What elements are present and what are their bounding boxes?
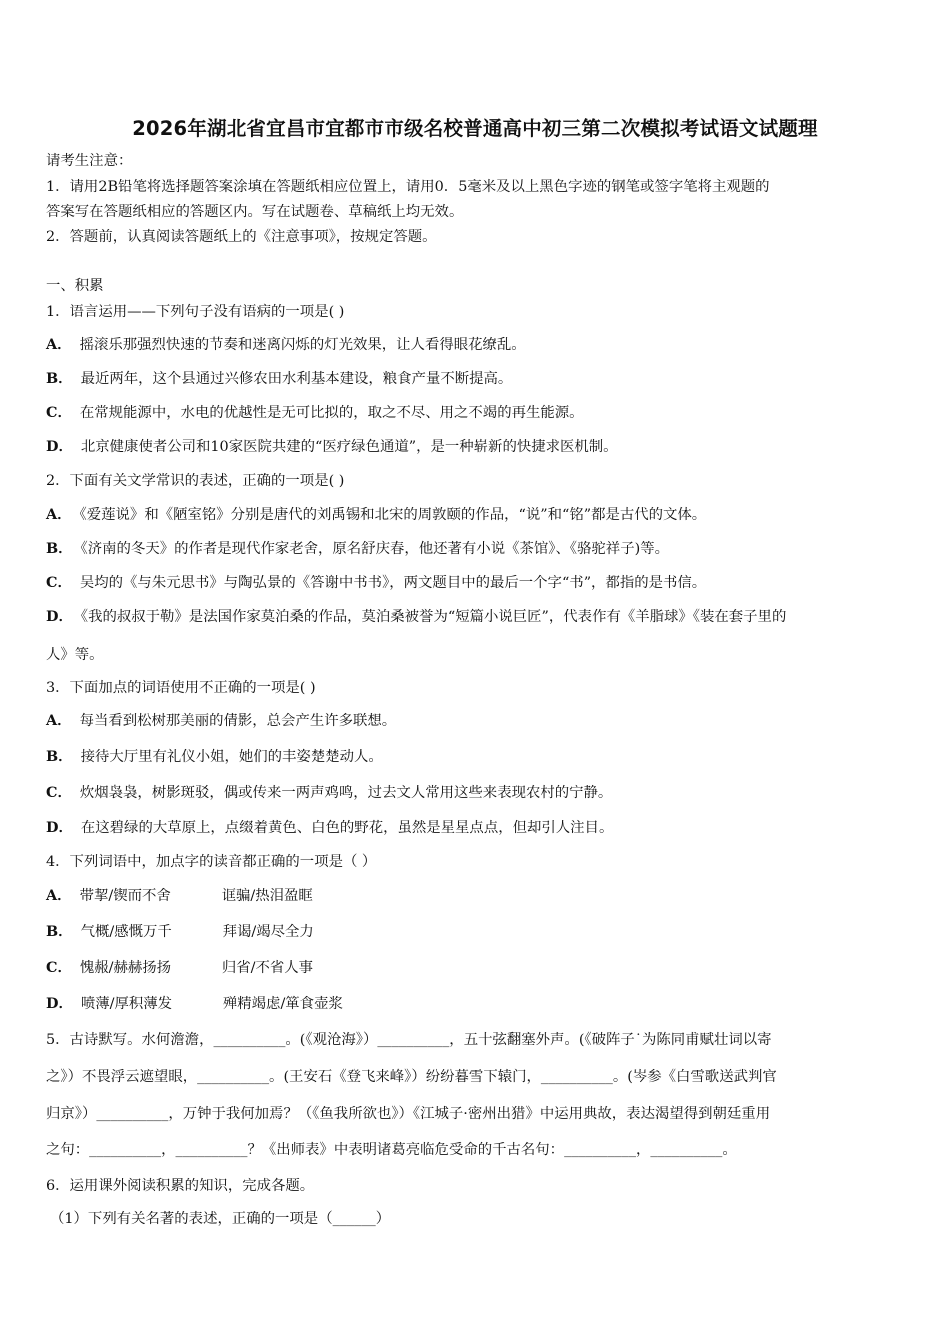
page-title: 2026年湖北省宜昌市宜都市市级名校普通高中初三第二次模拟考试语文试题理 [132,117,818,140]
option-label: B． [46,370,73,387]
option-word-2: 拜谒/竭尽全力 [222,924,314,940]
notice-line-3: 2．答题前，认真阅读答题纸上的《注意事项》，按规定答题。 [46,229,437,245]
option-text: 吴均的《与朱元思书》与陶弘景的《答谢中书书》，两文题目中的最后一个字“书”，都指的是书信。 [79,575,707,591]
option-word-1: 喷薄/厚积薄发 [80,996,173,1012]
option-word-2: 诓骗/热泪盈眶 [221,888,313,904]
notice-line-2: 答案写在答题纸相应的答题区内。写在试题卷、草稿纸上均无效。 [46,204,464,220]
question-4-stem: 4．下列词语中，加点字的读音都正确的一项是（ ） [46,854,377,870]
q6-sub-question-1: （1）下列有关名著的表述，正确的一项是（______） [50,1211,391,1227]
q3-option-c [46,783,612,803]
option-text: 每当看到松树那美丽的倩影，总会产生许多联想。 [79,713,397,729]
q1-option-c [46,403,584,423]
option-label: D． [46,819,73,836]
q1-option-b [46,369,512,389]
q5-line-1: 5．古诗默写。水何澹澹，__________。(《观沧海》）__________，五十弦翻塞外声。(《破阵子˙为陈同甫赋壮词以寄 [46,1032,772,1048]
option-word-2: 归省/不省人事 [221,960,314,976]
option-text: 接待大厅里有礼仪小姐，她们的丰姿楚楚动人。 [80,749,383,765]
q3-option-b [46,747,383,767]
q3-option-d [46,818,613,838]
question-2-stem: 2．下面有关文学常识的表述，正确的一项是( ) [46,473,345,489]
option-label: C． [46,784,72,801]
q5-line-2: 之》）不畏浮云遮望眼，__________。(王安石《登飞来峰》）纷纷暮雪下辕门，__________。(岑参《白雪歌送武判官 [46,1069,777,1085]
option-word-2: 殚精竭虑/箪食壶浆 [222,996,343,1012]
option-label: B． [46,748,73,765]
option-text: 最近两年，这个县通过兴修农田水利基本建设，粮食产量不断提高。 [80,371,513,387]
q2-option-d [46,607,786,627]
q4-option-b [46,922,314,942]
option-text: 《我的叔叔于勒》是法国作家莫泊桑的作品，莫泊桑被誉为“短篇小说巨匠”，代表作有《羊脂球》《装在套子里的 [80,609,787,625]
option-label: C． [46,574,72,591]
q1-option-d [46,437,618,457]
option-text: 在常规能源中，水电的优越性是无可比拟的，取之不尽、用之不竭的再生能源。 [79,405,584,421]
option-text: 摇滚乐那强烈快速的节奏和迷离闪烁的灯光效果，让人看得眼花缭乱。 [79,337,526,353]
option-label: B． [46,540,73,557]
option-label: A． [46,887,72,904]
option-label: D． [46,608,73,625]
option-text: 《爱莲说》和《陋室铭》分别是唐代的刘禹锡和北宋的周敦颐的作品，“说”和“铭”都是古代的文体。 [79,507,707,523]
q4-option-c [46,958,313,978]
option-label: A． [46,336,72,353]
q5-line-4: 之句：__________，__________？《出师表》中表明诸葛亮临危受命的千古名句：__________，__________。 [46,1142,737,1158]
q2-option-d-continued: 人》等。 [46,647,104,663]
section-heading: 一、积累 [46,278,104,294]
q4-option-a [46,886,313,906]
question-1-stem: 1．语言运用——下列句子没有语病的一项是( ) [46,304,345,320]
option-text: 北京健康使者公司和10家医院共建的“医疗绿色通道”，是一种崭新的快捷求医机制。 [80,439,618,455]
q2-option-a [46,505,706,525]
option-label: C． [46,404,72,421]
question-6-stem: 6．运用课外阅读积累的知识，完成各题。 [46,1178,315,1194]
option-label: C． [46,959,72,976]
option-label: A． [46,712,72,729]
q1-option-a [46,335,526,355]
option-word-1: 愧赧/赫赫扬扬 [79,960,172,976]
notice-heading: 请考生注意： [46,153,133,169]
option-label: D． [46,995,73,1012]
option-text: 炊烟袅袅，树影斑驳，偶或传来一两声鸡鸣，过去文人常用这些来表现农村的宁静。 [79,785,613,801]
option-label: A． [46,506,72,523]
option-label: B． [46,923,73,940]
question-3-stem: 3．下面加点的词语使用不正确的一项是( ) [46,680,316,696]
q2-option-b [46,539,669,559]
option-word-1: 带挈/锲而不舍 [79,888,171,904]
q2-option-c [46,573,706,593]
option-text: 在这碧绿的大草原上，点缀着黄色、白色的野花，虽然是星星点点，但却引人注目。 [80,820,614,836]
q3-option-a [46,711,396,731]
option-word-1: 气概/感慨万千 [80,924,172,940]
notice-line-1: 1．请用2B铅笔将选择题答案涂填在答题纸相应位置上，请用0．5毫米及以上黑色字迹的钢笔或签字笔将主观题的 [46,179,770,195]
option-text: 《济南的冬天》的作者是现代作家老舍，原名舒庆春，他还著有小说《茶馆》、《骆驼祥子)等。 [80,541,669,557]
q5-line-3: 归京》）__________，万钟于我何加焉？（《鱼我所欲也》）《江城子·密州出猎》中运用典故，表达渴望得到朝廷重用 [46,1106,771,1122]
option-label: D． [46,438,73,455]
q4-option-d [46,994,343,1014]
